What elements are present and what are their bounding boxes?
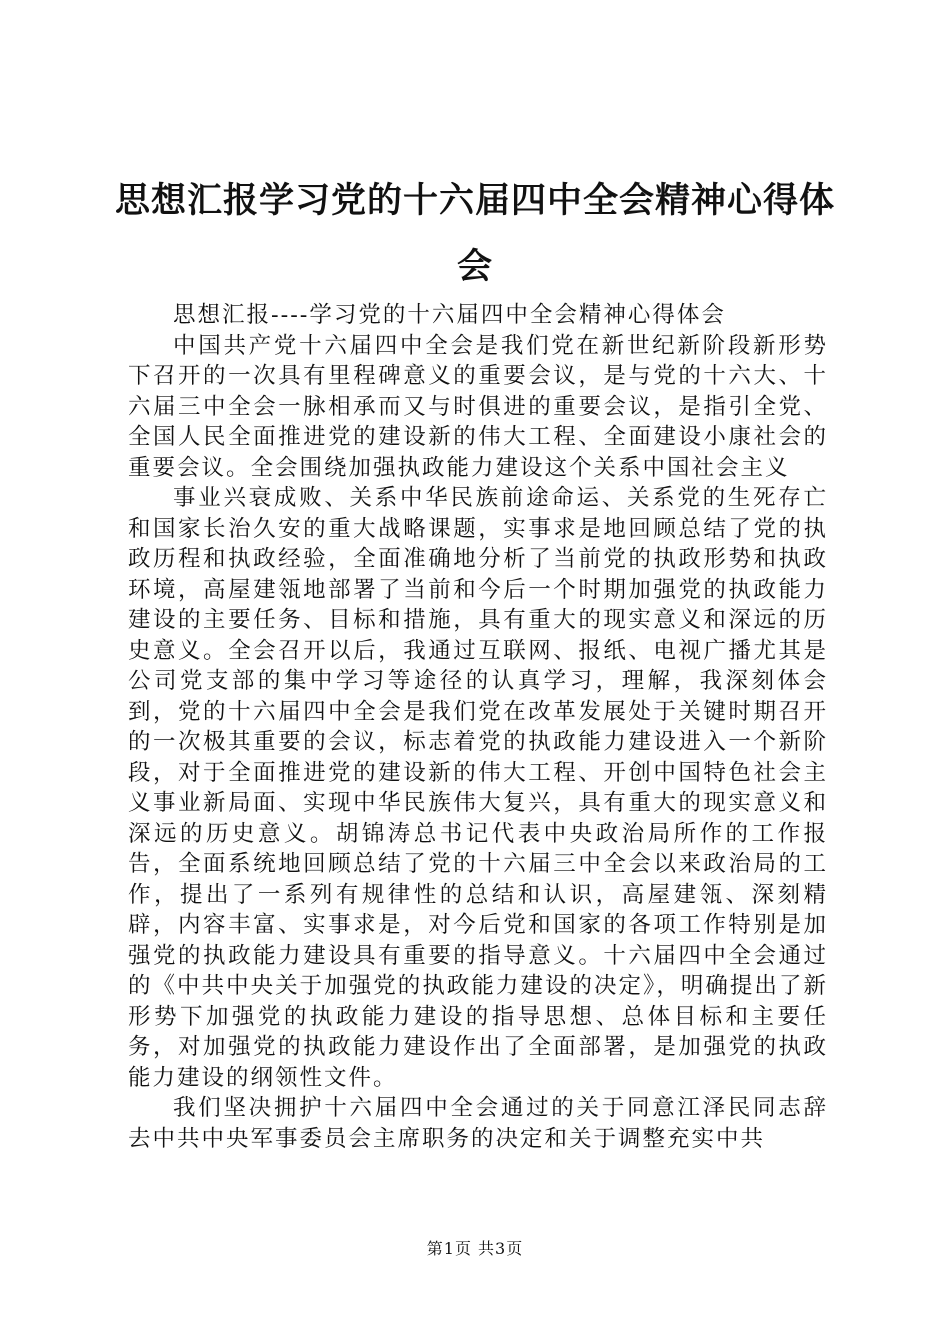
document-body <box>128 300 828 1154</box>
body-paragraph: 我们坚决拥护十六届四中全会通过的关于同意江泽民同志辞去中共中央军事委员会主席职务的决定和关于调整充实中共 <box>128 1095 828 1152</box>
body-paragraph: 事业兴衰成败、关系中华民族前途命运、关系党的生死存亡和国家长治久安的重大战略课题，实事求是地回顾总结了党的执政历程和执政经验，全面准确地分析了当前党的执政形势和执政环境，高屋建瓴地部署了当前和今后一个时期加强党的执政能力建设的主要任务、目标和措施，具有重大的现实意义和深远的历史意义。全会召开以后，我通过互联网、报纸、电视广播尤其是公司党支部的集中学习等途径的认真学习，理解，我深刻体会到，党的十六届四中全会是我们党在改革发展处于关键时期召开的一次极其重要的会议，标志着党的执政能力建设进入一个新阶段，对于全面推进党的建设新的伟大工程、开创中国特色社会主义事业新局面、实现中华民族伟大复兴，具有重大的现实意义和深远的历史意义。胡锦涛总书记代表中央政治局所作的工作报告，全面系统地回顾总结了党的十六届三中全会以来政治局的工作，提出了一系列有规律性的总结和认识，高屋建瓴、深刻精辟，内容丰富、实事求是，对今后党和国家的各项工作特别是加强党的执政能力建设具有重要的指导意义。十六届四中全会通过的《中共中央关于加强党的执政能力建设的决定》，明确提出了新形势下加强党的执政能力建设的指导思想、总体目标和主要任务，对加强党的执政能力建设作出了全面部署，是加强党的执政能力建设的纲领性文件。 <box>128 485 828 1091</box>
page-number-footer: 第1页 共3页 <box>426 1239 524 1258</box>
body-paragraph-subtitle: 思想汇报----学习党的十六届四中全会精神心得体会 <box>173 302 726 328</box>
body-paragraph: 中国共产党十六届四中全会是我们党在新世纪新阶段新形势下召开的一次具有里程碑意义的重要会议，是与党的十六大、十六届三中全会一脉相承而又与时俱进的重要会议，是指引全党、全国人民全面推进党的建设新的伟大工程、全面建设小康社会的重要会议。全会围绕加强执政能力建设这个关系中国社会主义 <box>128 332 828 481</box>
document-title: 思想汇报学习党的十六届四中全会精神心得体会 <box>114 181 835 287</box>
